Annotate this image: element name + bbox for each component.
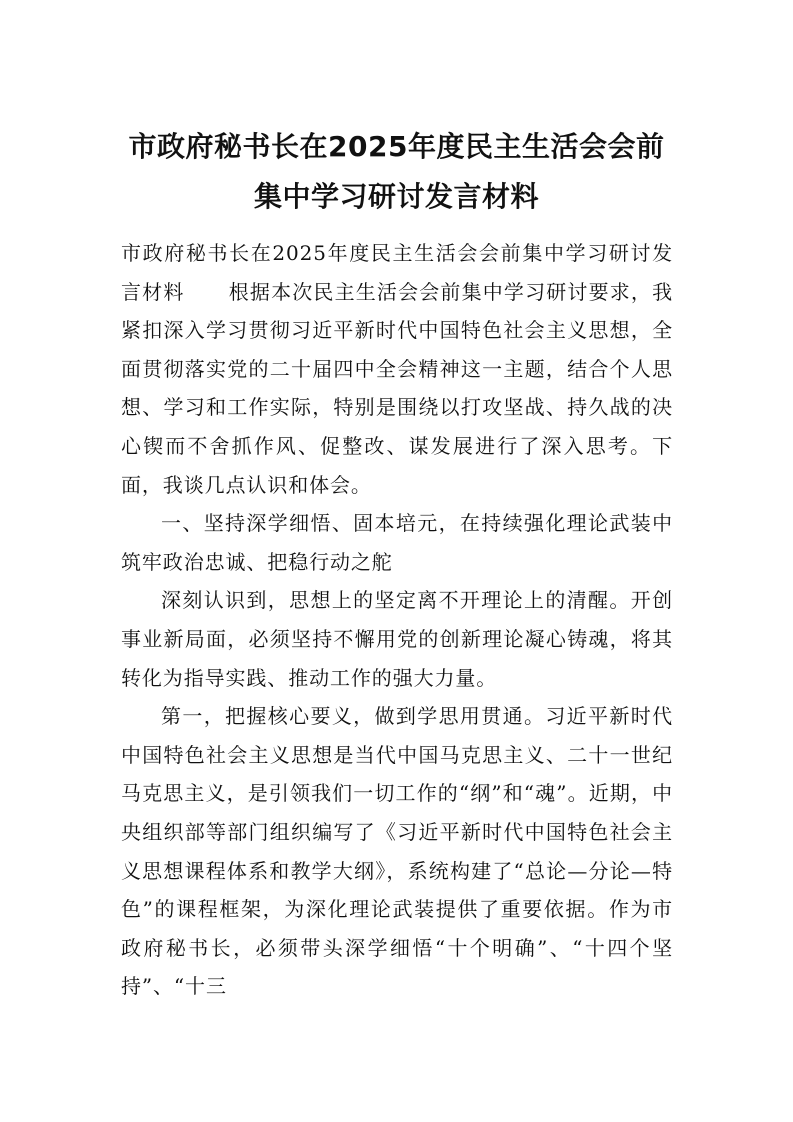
document-body: [121, 234, 673, 1006]
intro-lead: 市政府秘书长在2025年度民主生活会会前集中学习研讨发言材料: [121, 241, 673, 304]
intro-paragraph: [121, 234, 673, 504]
title-line-2: 集中学习研讨发言材料: [253, 180, 539, 213]
title-line-1: 市政府秘书长在2025年度民主生活会会前: [128, 130, 665, 163]
section-heading-1: 一、坚持深学细悟、固本培元，在持续强化理论武装中筑牢政治忠诚、把稳行动之舵: [121, 511, 673, 574]
document-title: [80, 122, 713, 222]
body-paragraph-3: 第一，把握核心要义，做到学思用贯通。习近平新时代中国特色社会主义思想是当代中国马克思主义、二十一世纪马克思主义，是引领我们一切工作的“纲”和“魂”。近期，中央组织部等部门组织编写了《习近平新时代中国特色社会主义思想课程体系和教学大纲》，系统构建了“总论—分论—特色”的课程框架，为深化理论武装提供了重要依据。作为市政府秘书长，必须带头深学细悟“十个明确”、“十四个坚持”、“十三: [121, 704, 673, 999]
body-paragraph-2: 深刻认识到，思想上的坚定离不开理论上的清醒。开创事业新局面，必须坚持不懈用党的创新理论凝心铸魂，将其转化为指导实践、推动工作的强大力量。: [121, 588, 673, 690]
intro-body: 根据本次民主生活会会前集中学习研讨要求，我紧扣深入学习贯彻习近平新时代中国特色社会主义思想，全面贯彻落实党的二十届四中全会精神这一主题，结合个人思想、学习和工作实际，特别是围绕以打攻坚战、持久战的决心锲而不舍抓作风、促整改、谋发展进行了深入思考。下面，我谈几点认识和体会。: [121, 279, 673, 497]
